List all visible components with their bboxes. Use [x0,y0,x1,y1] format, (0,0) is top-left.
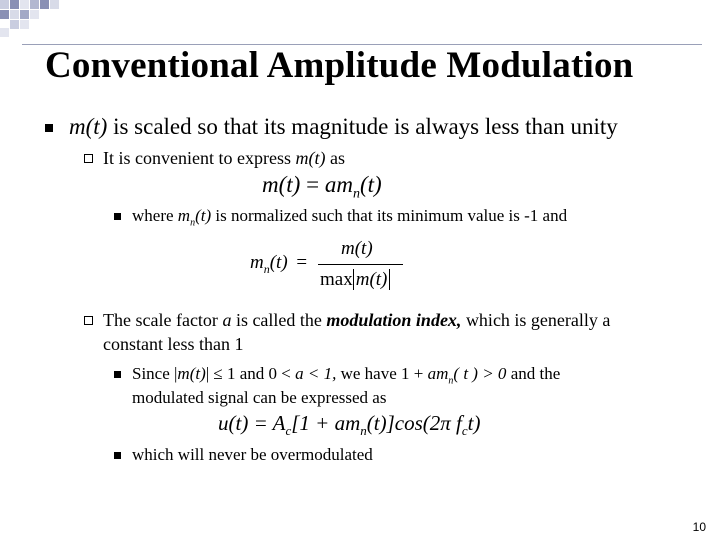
eq1-arg: (t) [359,172,382,197]
eq3-lhs: u(t) = A [218,411,286,435]
sub-bullet-1-text [103,148,345,169]
eq2-m: m [250,252,264,273]
page-number: 10 [692,520,706,534]
eq2-sub-n: n [263,261,270,276]
eq3-sub-c2: c [461,423,468,439]
sub-bullet-2-line2: constant less than 1 [103,334,244,354]
bullet-square-small-marker [114,371,121,378]
sub2a-mid: | ≤ 1 and 0 < [205,364,296,383]
page-title: Conventional Amplitude Modulation [45,45,634,86]
sub1a-sub: n [190,217,196,229]
bullet-1-body: is scaled so that its magnitude is always less than unity [107,114,618,139]
eq2-numerator: m(t) [341,238,373,259]
bullet-square-small-marker [114,213,121,220]
eq3-bracket: [1 + am [291,411,361,435]
corner-decoration [0,0,80,40]
sub2a-mt: m(t) [177,364,206,383]
sub2a-am: am [427,364,449,383]
sub-sub-bullet-2-line2: modulated signal can be expressed as [132,388,387,407]
sub2a-sub: n [448,375,454,387]
mt-symbol: m(t) [69,114,108,139]
sub1a-pre: where [132,206,178,225]
bullet-square-marker [45,124,53,132]
bullet-1-text [69,114,618,140]
eq1-m: m [336,172,353,197]
eq2-max: max [320,269,353,290]
eq2-den-arg: m(t) [355,269,388,290]
eq2-arg: (t) [269,252,288,273]
sub1a-post: is normalized such that its minimum value is -1 and [211,206,568,225]
bullet-hollow-marker [84,316,93,325]
sub2-pre: The scale factor [103,310,223,330]
eq1-equals: = [306,172,320,197]
equation-m-t [262,172,382,203]
sub1a-m: m [177,206,191,225]
eq3-rest: (t)]cos(2π f [366,411,462,435]
bullet-square-small-marker [114,452,121,459]
eq2-equals: = [296,252,308,273]
sub-bullet-1-body: It is convenient to express [103,148,296,168]
sub-sub-bullet-1-text [132,206,567,228]
equation-normalized [250,238,420,296]
bullet-hollow-marker [84,154,93,163]
sub2a-we: we have 1 + [336,364,428,383]
sub1a-arg: (t) [195,206,212,225]
eq1-sub-n: n [352,186,360,202]
eq1-a: a [324,172,337,197]
sub-bullet-2-text [103,310,610,331]
sub2a-pre: Since | [132,364,178,383]
sub-sub-bullet-2-text [132,364,560,386]
sub2a-targ: ( t ) > 0 [453,364,507,383]
modulation-index-term: modulation index, [326,310,462,330]
sub-bullet-1-tail: as [325,148,345,168]
sub2-a: a [222,310,232,330]
sub2-mid: is called the [231,310,327,330]
fraction-bar [318,264,403,265]
sub2a-a-range: a < 1, [295,364,337,383]
eq1-lhs: m(t) [262,172,301,197]
eq3-sub-n: n [360,423,367,439]
equation-u-t [218,411,480,439]
sub-sub-bullet-3-text: which will never be overmodulated [132,445,373,464]
mt-symbol: m(t) [295,148,326,168]
eq3-end: t) [467,411,481,435]
sub2a-post: and the [506,364,561,383]
sub2-post: which is generally a [461,310,611,330]
eq3-sub-c: c [285,423,292,439]
